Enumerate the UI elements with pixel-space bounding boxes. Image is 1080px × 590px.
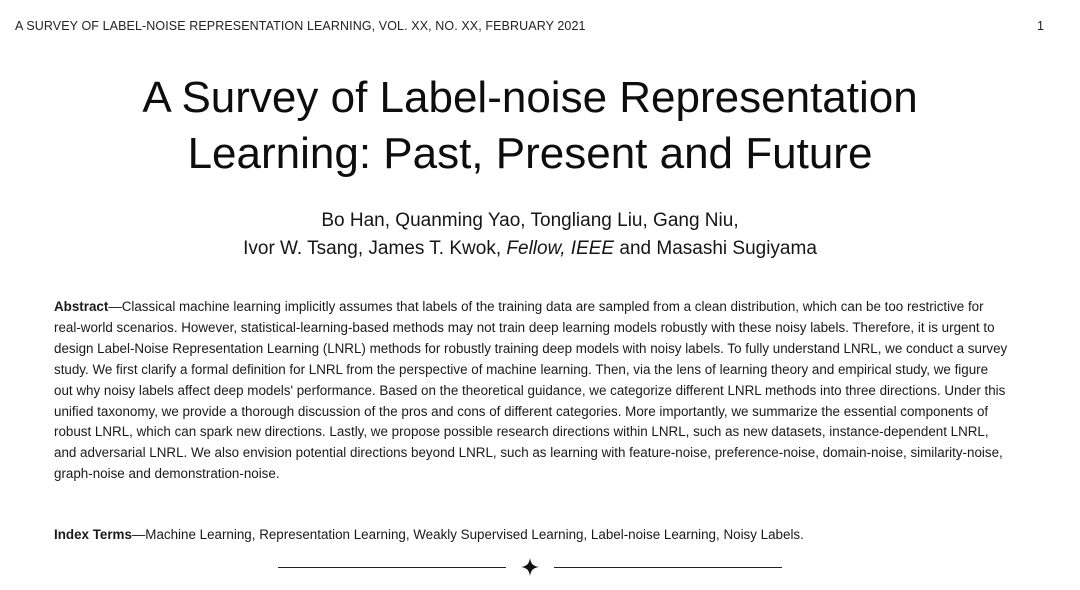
title-line-2: Learning: Past, Present and Future bbox=[187, 129, 873, 178]
abstract-label: Abstract bbox=[54, 299, 109, 314]
index-terms-text: —Machine Learning, Representation Learning, Weakly Supervised Learning, Label-noise Learning, Noisy Labels. bbox=[131, 527, 804, 542]
authors-line-2-end: and Masashi Sugiyama bbox=[614, 238, 817, 259]
running-header bbox=[15, 19, 1044, 35]
index-terms-label: Index Terms bbox=[54, 527, 132, 542]
divider-rule-left bbox=[278, 567, 506, 568]
paper-title bbox=[40, 70, 1020, 182]
section-divider bbox=[278, 558, 782, 578]
authors-line-1: Bo Han, Quanming Yao, Tongliang Liu, Gang Niu, bbox=[321, 210, 739, 231]
page-number: 1 bbox=[1036, 19, 1044, 33]
journal-header-text: A SURVEY OF LABEL-NOISE REPRESENTATION LEARNING, VOL. XX, NO. XX, FEBRUARY 2021 bbox=[15, 19, 586, 33]
abstract-text: —Classical machine learning implicitly assumes that labels of the training data are sampled from a clean distribution, which can be too restrictive for real-world scenarios. However, statistical-learning-based methods may not train deep learning models robustly with these noisy labels. Therefore, it is urgent to design Label-Noise Representation Learning (LNRL) methods for robustly training deep models with noisy labels. To fully understand LNRL, we conduct a survey study. We first clarify a formal definition for LNRL from the perspective of machine learning. Then, via the lens of learning theory and empirical study, we figure out why noisy labels affect deep models' performance. Based on the theoretical guidance, we categorize different LNRL methods into three directions. Under this unified taxonomy, we provide a thorough discussion of the pros and cons of different categories. More importantly, we summarize the essential components of robust LNRL, which can spark new directions. Lastly, we propose possible research directions within LNRL, such as new datasets, instance-dependent LNRL, and adversarial LNRL. We also envision potential directions beyond LNRL, such as learning with feature-noise, preference-noise, domain-noise, similarity-noise, graph-noise and demonstration-noise. bbox=[54, 299, 1008, 482]
fellow-ieee-designation: Fellow, IEEE bbox=[506, 238, 615, 259]
index-terms bbox=[54, 525, 1009, 545]
authors-line-2 bbox=[40, 235, 1020, 263]
authors-line-2-start: Ivor W. Tsang, James T. Kwok, bbox=[243, 238, 507, 259]
divider-rule-right bbox=[554, 567, 782, 568]
author-list bbox=[40, 207, 1020, 263]
four-point-star-icon bbox=[521, 558, 539, 576]
title-line-1: A Survey of Label-noise Representation bbox=[142, 73, 918, 122]
abstract bbox=[54, 297, 1009, 485]
